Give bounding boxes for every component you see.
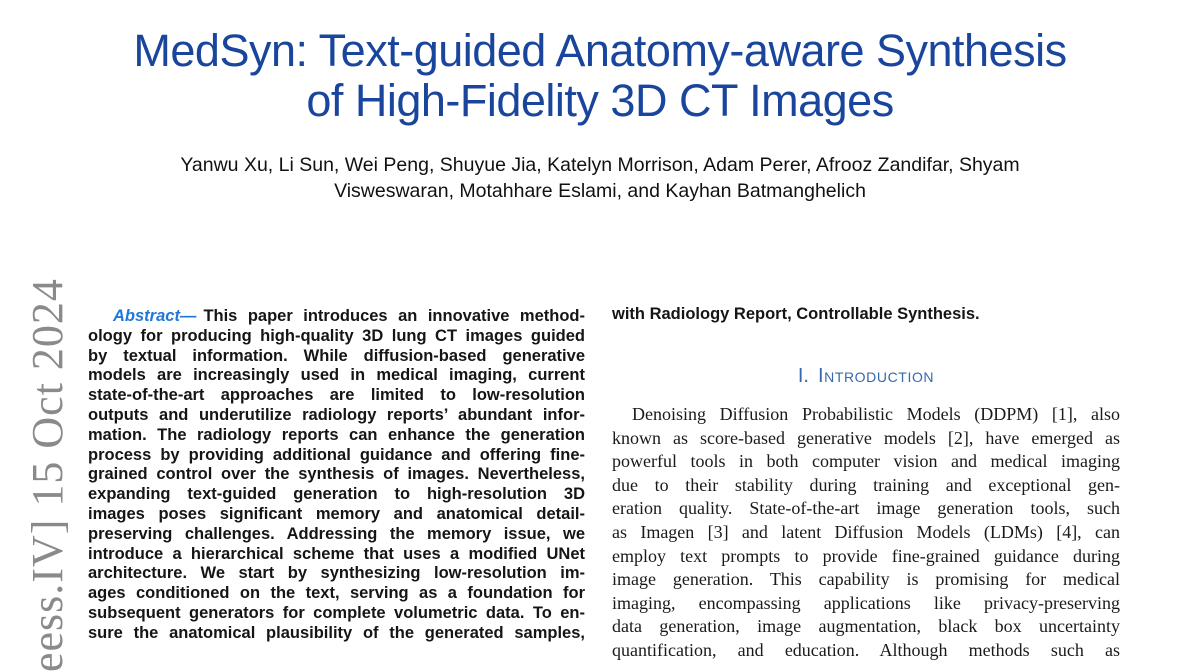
paper-title-line1: MedSyn: Text-guided Anatomy-aware Synthesis — [133, 25, 1067, 76]
arxiv-watermark: eess.IV] 15 Oct 2024 — [23, 278, 72, 672]
text-line: ages conditioned on the text, serving as a foundation for — [88, 584, 585, 603]
section-title: Introduction — [817, 365, 935, 387]
text-line: expanding text-guided generation to high-resolution 3D — [88, 485, 585, 504]
text-line: mation. The radiology reports can enhance the generation — [88, 425, 585, 444]
text-line: sure the anatomical plausibility of the generated samples, — [88, 623, 585, 642]
introduction-lines — [612, 427, 1120, 639]
text-line: preserving challenges. Addressing the memory issue, we — [88, 524, 585, 543]
abstract-lines — [88, 327, 585, 644]
author-list — [0, 152, 1200, 204]
text-line: due to their stability during training and exceptional gen- — [612, 474, 1120, 495]
abstract-first-line — [88, 307, 585, 327]
text-line: outputs and underutilize radiology reports’ abundant infor- — [88, 405, 585, 424]
text-line: data generation, image augmentation, black box uncertainty — [612, 616, 1120, 637]
text-line: image generation. This capability is promising for medical — [612, 569, 1120, 590]
abstract-label: Abstract— — [113, 307, 197, 325]
paper-title-line2: of High-Fidelity 3D CT Images — [306, 75, 894, 126]
introduction-paragraph — [612, 403, 1120, 663]
text-line: images poses significant memory and anatomical detail- — [88, 504, 585, 523]
text-line: architecture. We start by synthesizing low-resolution im- — [88, 564, 585, 583]
text-line: introduce a hierarchical scheme that uses a modified UNet — [88, 544, 585, 563]
index-terms-tail: with Radiology Report, Controllable Synthesis. — [612, 305, 980, 323]
text-line: eration quality. State-of-the-art image generation tools, such — [612, 498, 1120, 519]
section-number: I. — [797, 365, 809, 387]
text-line: models are increasingly used in medical imaging, current — [88, 366, 585, 385]
section-heading-introduction — [612, 364, 1120, 388]
paper-title — [0, 26, 1200, 126]
text-line: grained control over the synthesis of images. Nevertheless, — [88, 465, 585, 484]
text-line: as Imagen [3] and latent Diffusion Models (LDMs) [4], can — [612, 521, 1120, 542]
author-line2: Visweswaran, Motahhare Eslami, and Kayhan Batmanghelich — [334, 180, 866, 202]
abstract-first-line-text: This paper introduces an innovative method- — [203, 307, 585, 325]
text-line: employ text prompts to provide fine-grained guidance during — [612, 545, 1120, 566]
author-line1: Yanwu Xu, Li Sun, Wei Peng, Shuyue Jia, Katelyn Morrison, Adam Perer, Afrooz Zandifar, Shyam — [180, 154, 1020, 176]
introduction-partial-line: quantification, and education. Although methods such as — [612, 639, 1120, 660]
text-line: subsequent generators for complete volumetric data. To en- — [88, 603, 585, 622]
introduction-first-line: Denoising Diffusion Probabilistic Models (DDPM) [1], also — [632, 404, 1120, 424]
text-line: known as score-based generative models [2], have emerged as — [612, 427, 1120, 448]
text-line: imaging, encompassing applications like privacy-preserving — [612, 592, 1120, 613]
text-line: state-of-the-art approaches are limited to low-resolution — [88, 386, 585, 405]
text-line: process by providing additional guidance and offering fine- — [88, 445, 585, 464]
text-line: ology for producing high-quality 3D lung CT images guided — [88, 326, 585, 345]
abstract-section — [88, 307, 585, 644]
text-line: powerful tools in both computer vision and medical imaging — [612, 451, 1120, 472]
text-line: by textual information. While diffusion-based generative — [88, 346, 585, 365]
